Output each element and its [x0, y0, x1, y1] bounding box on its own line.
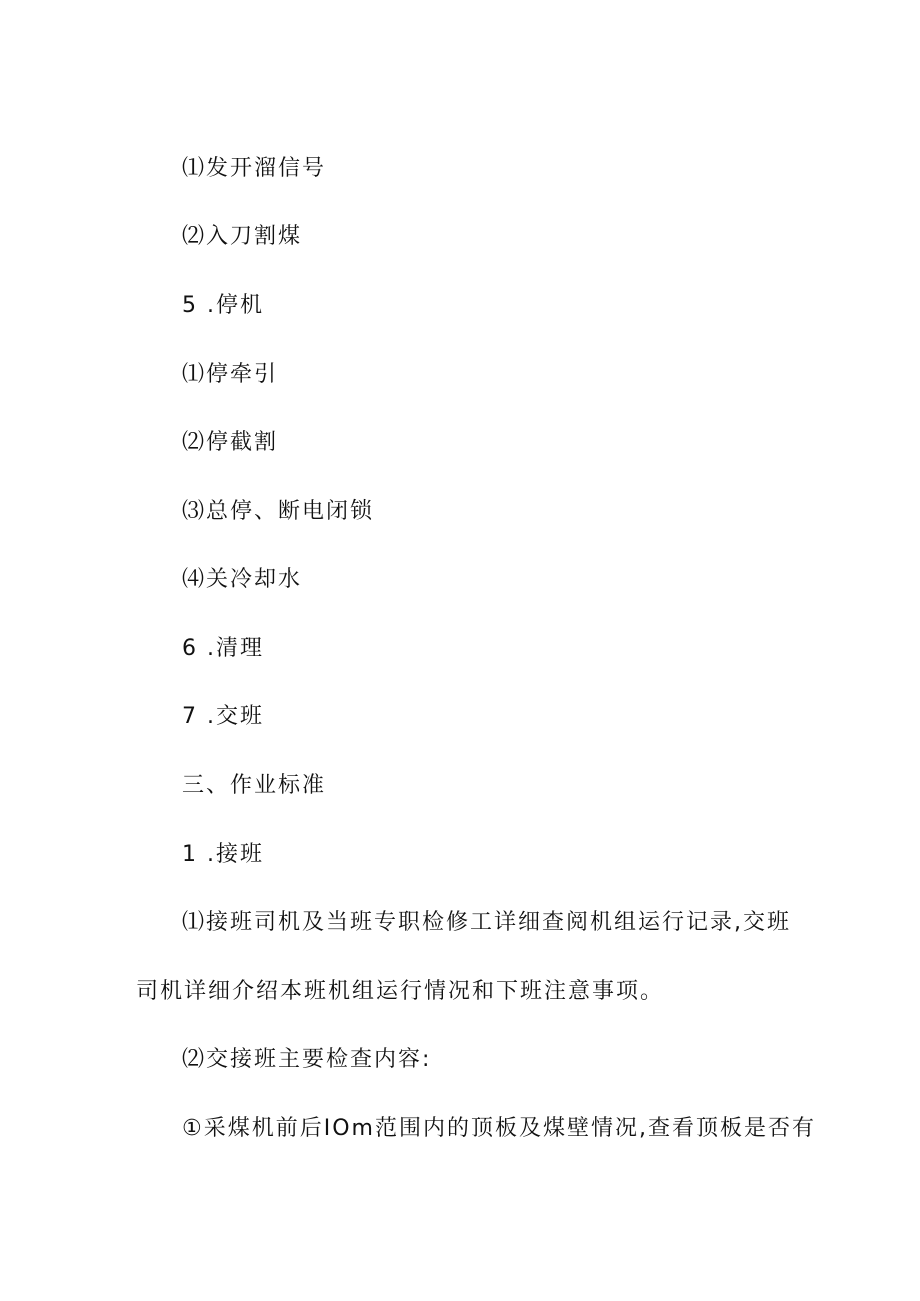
step-master-stop: ⑶总停、断电闭锁: [182, 499, 375, 524]
step-signal: ⑴发开溜信号: [182, 156, 327, 181]
step-stop-traction: ⑴停牵引: [182, 362, 279, 387]
chapter-heading-standards: 三、作业标准: [182, 773, 327, 798]
paragraph-line: ⑵交接班主要检查内容:: [182, 1047, 432, 1072]
section-heading-stop: 5 .停机: [182, 293, 264, 318]
step-close-cooling-water: ⑷关冷却水: [182, 567, 303, 592]
step-cut-coal: ⑵入刀割煤: [182, 224, 303, 249]
paragraph-line: ①采煤机前后IOm范围内的顶板及煤壁情况,查看顶板是否有: [182, 1116, 816, 1141]
section-heading-cleanup: 6 .清理: [182, 636, 264, 661]
paragraph-line: 司机详细介绍本班机组运行情况和下班注意事项。: [136, 979, 665, 1004]
section-heading-takeover: 1 .接班: [182, 842, 264, 867]
paragraph-line: ⑴接班司机及当班专职检修工详细查阅机组运行记录,交班: [182, 910, 791, 935]
step-stop-cutting: ⑵停截割: [182, 430, 279, 455]
section-heading-handover: 7 .交班: [182, 704, 264, 729]
